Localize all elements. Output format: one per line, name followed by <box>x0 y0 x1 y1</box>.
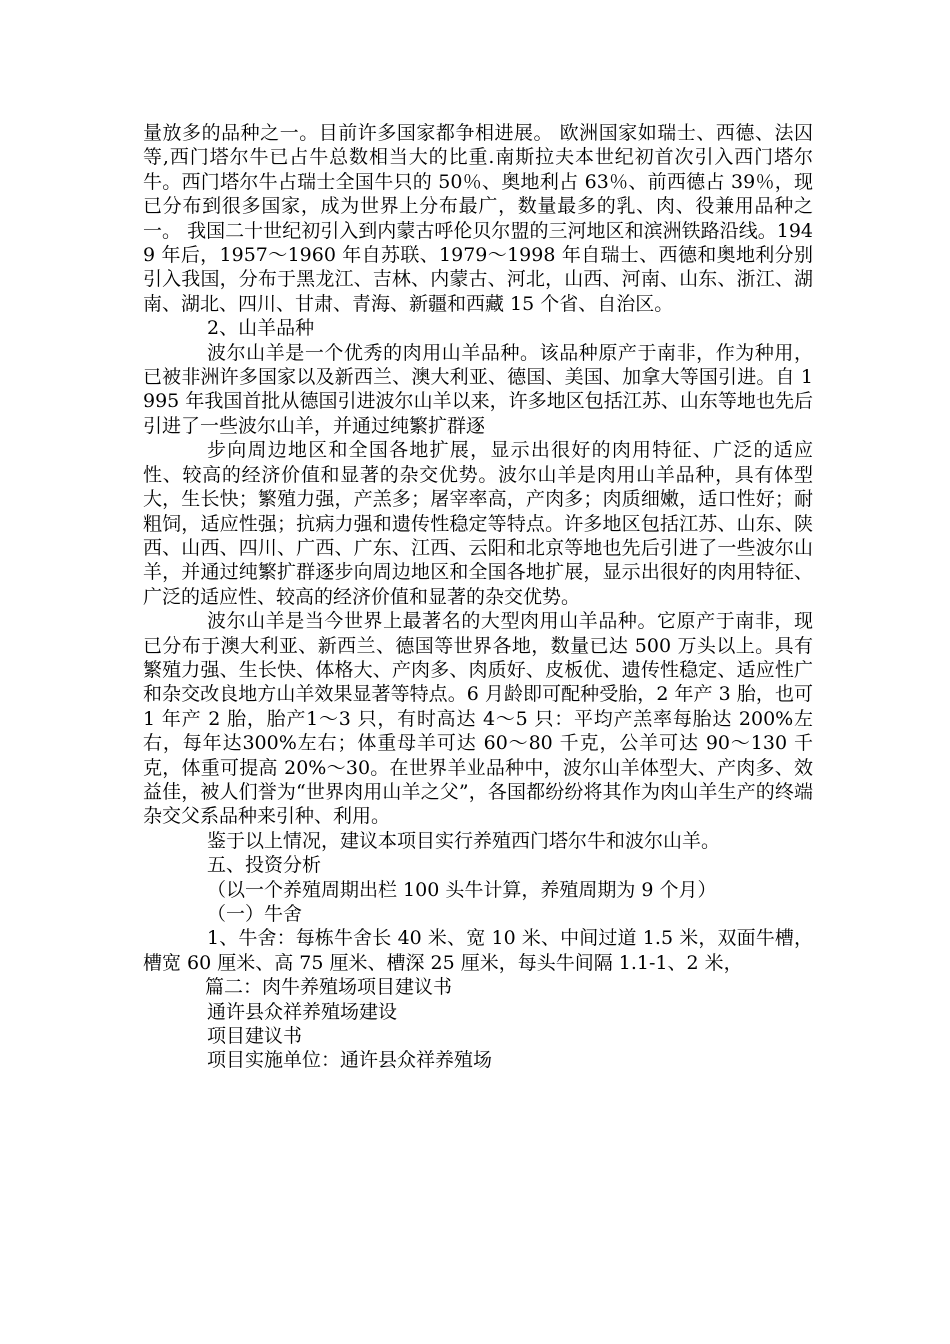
note-breeding-cycle: （以一个养殖周期出栏 100 头牛计算，养殖周期为 9 个月） <box>207 878 717 901</box>
paragraph-boer-goat-intro: 波尔山羊是一个优秀的肉用山羊品种。该品种原产于南非，作为种用，已被非洲许多国家以及新西兰、澳大利亚、德国、美国、加拿大等国引进。自 1995 年我国首批从德国引进波尔山羊以来，许多地区包括江苏、山东等地也先后引进了一些波尔山羊，并通过纯繁扩群逐 <box>143 341 813 437</box>
paragraph-boer-goat-traits: 步向周边地区和全国各地扩展，显示出很好的肉用特征、广泛的适应性、较高的经济价值和显著的杂交优势。波尔山羊是肉用山羊品种，具有体型大，生长快；繁殖力强，产羔多；屠宰率高，产肉多；肉质细嫩，适口性好；耐粗饲，适应性强；抗病力强和遗传性稳定等特点。许多地区包括江苏、山东、陕西、山西、四川、广西、广东、江西、云阳和北京等地也先后引进了一些波尔山羊，并通过纯繁扩群逐步向周边地区和全国各地扩展，显示出很好的肉用特征、广泛的适应性、较高的经济价值和显著的杂交优势。 <box>143 439 813 608</box>
heading-goat-breeds: 2、山羊品种 <box>207 317 315 340</box>
heading-part-two: 篇二：肉牛养殖场项目建议书 <box>205 976 453 999</box>
paragraph-cattle-shed-spec: 1、牛舍：每栋牛舍长 40 米、宽 10 米、中间过道 1.5 米，双面牛槽，槽宽 60 厘米、高 75 厘米、槽深 25 厘米，每头牛间隔 1.1-1、2 米， <box>143 927 813 974</box>
paragraph-boer-goat-famous: 波尔山羊是当今世界上最著名的大型肉用山羊品种。它原产于南非，现已分布于澳大利亚、新西兰、德国等世界各地，数量已达 500 万头以上。具有繁殖力强、生长快、体格大、产肉多、肉质好、皮板优、遗传性稳定、适应性广和杂交改良地方山羊效果显著等特点。6 月龄即可配种受胎，2 年产 3 胎，也可 1 年产 2 胎，胎产1～3 只，有时高达 4～5 只：平均产羔率每胎达 200%左右，每年达300%左右；体重母羊可达 60～80 千克，公羊可达 90～130 千克，体重可提高 20%～30。在世界羊业品种中，波尔山羊体型大、产肉多、效益佳，被人们誉为“世界肉用山羊之父”，各国都纷纷将其作为肉山羊生产的终端杂交父系品种来引种、利用。 <box>143 610 813 828</box>
heading-proposal: 项目建议书 <box>207 1025 303 1048</box>
heading-implementing-unit: 项目实施单位：通许县众祥养殖场 <box>207 1049 493 1072</box>
paragraph-recommendation: 鉴于以上情况，建议本项目实行养殖西门塔尔牛和波尔山羊。 <box>207 829 721 852</box>
heading-investment-analysis: 五、投资分析 <box>207 854 322 877</box>
paragraph-simmental-distribution: 量放多的品种之一。目前许多国家都争相进展。 欧洲国家如瑞士、西德、法囚等,西门塔尔牛已占牛总数相当大的比重.南斯拉夫本世纪初首次引入西门塔尔牛。西门塔尔牛占瑞士全国牛只的 50％、奥地利占 63％、前西德占 39％，现已分布到很多国家，成为世界上分布最广，数量最多的乳、肉、役兼用品种之一。 我国二十世纪初引入到内蒙古呼伦贝尔盟的三河地区和滨洲铁路沿线。1949 年后，1957～1960 年自苏联、1979～1998 年自瑞士、西德和奥地利分别引入我国，分布于黑龙江、吉林、内蒙古、河北，山西、河南、山东、浙江、湖南、湖北、四川、甘肃、青海、新疆和西藏 15 个省、自治区。 <box>143 122 813 315</box>
document-body <box>143 121 813 1073</box>
heading-project-name: 通许县众祥养殖场建设 <box>207 1000 398 1023</box>
heading-cattle-shed: （一）牛舍 <box>207 903 303 925</box>
